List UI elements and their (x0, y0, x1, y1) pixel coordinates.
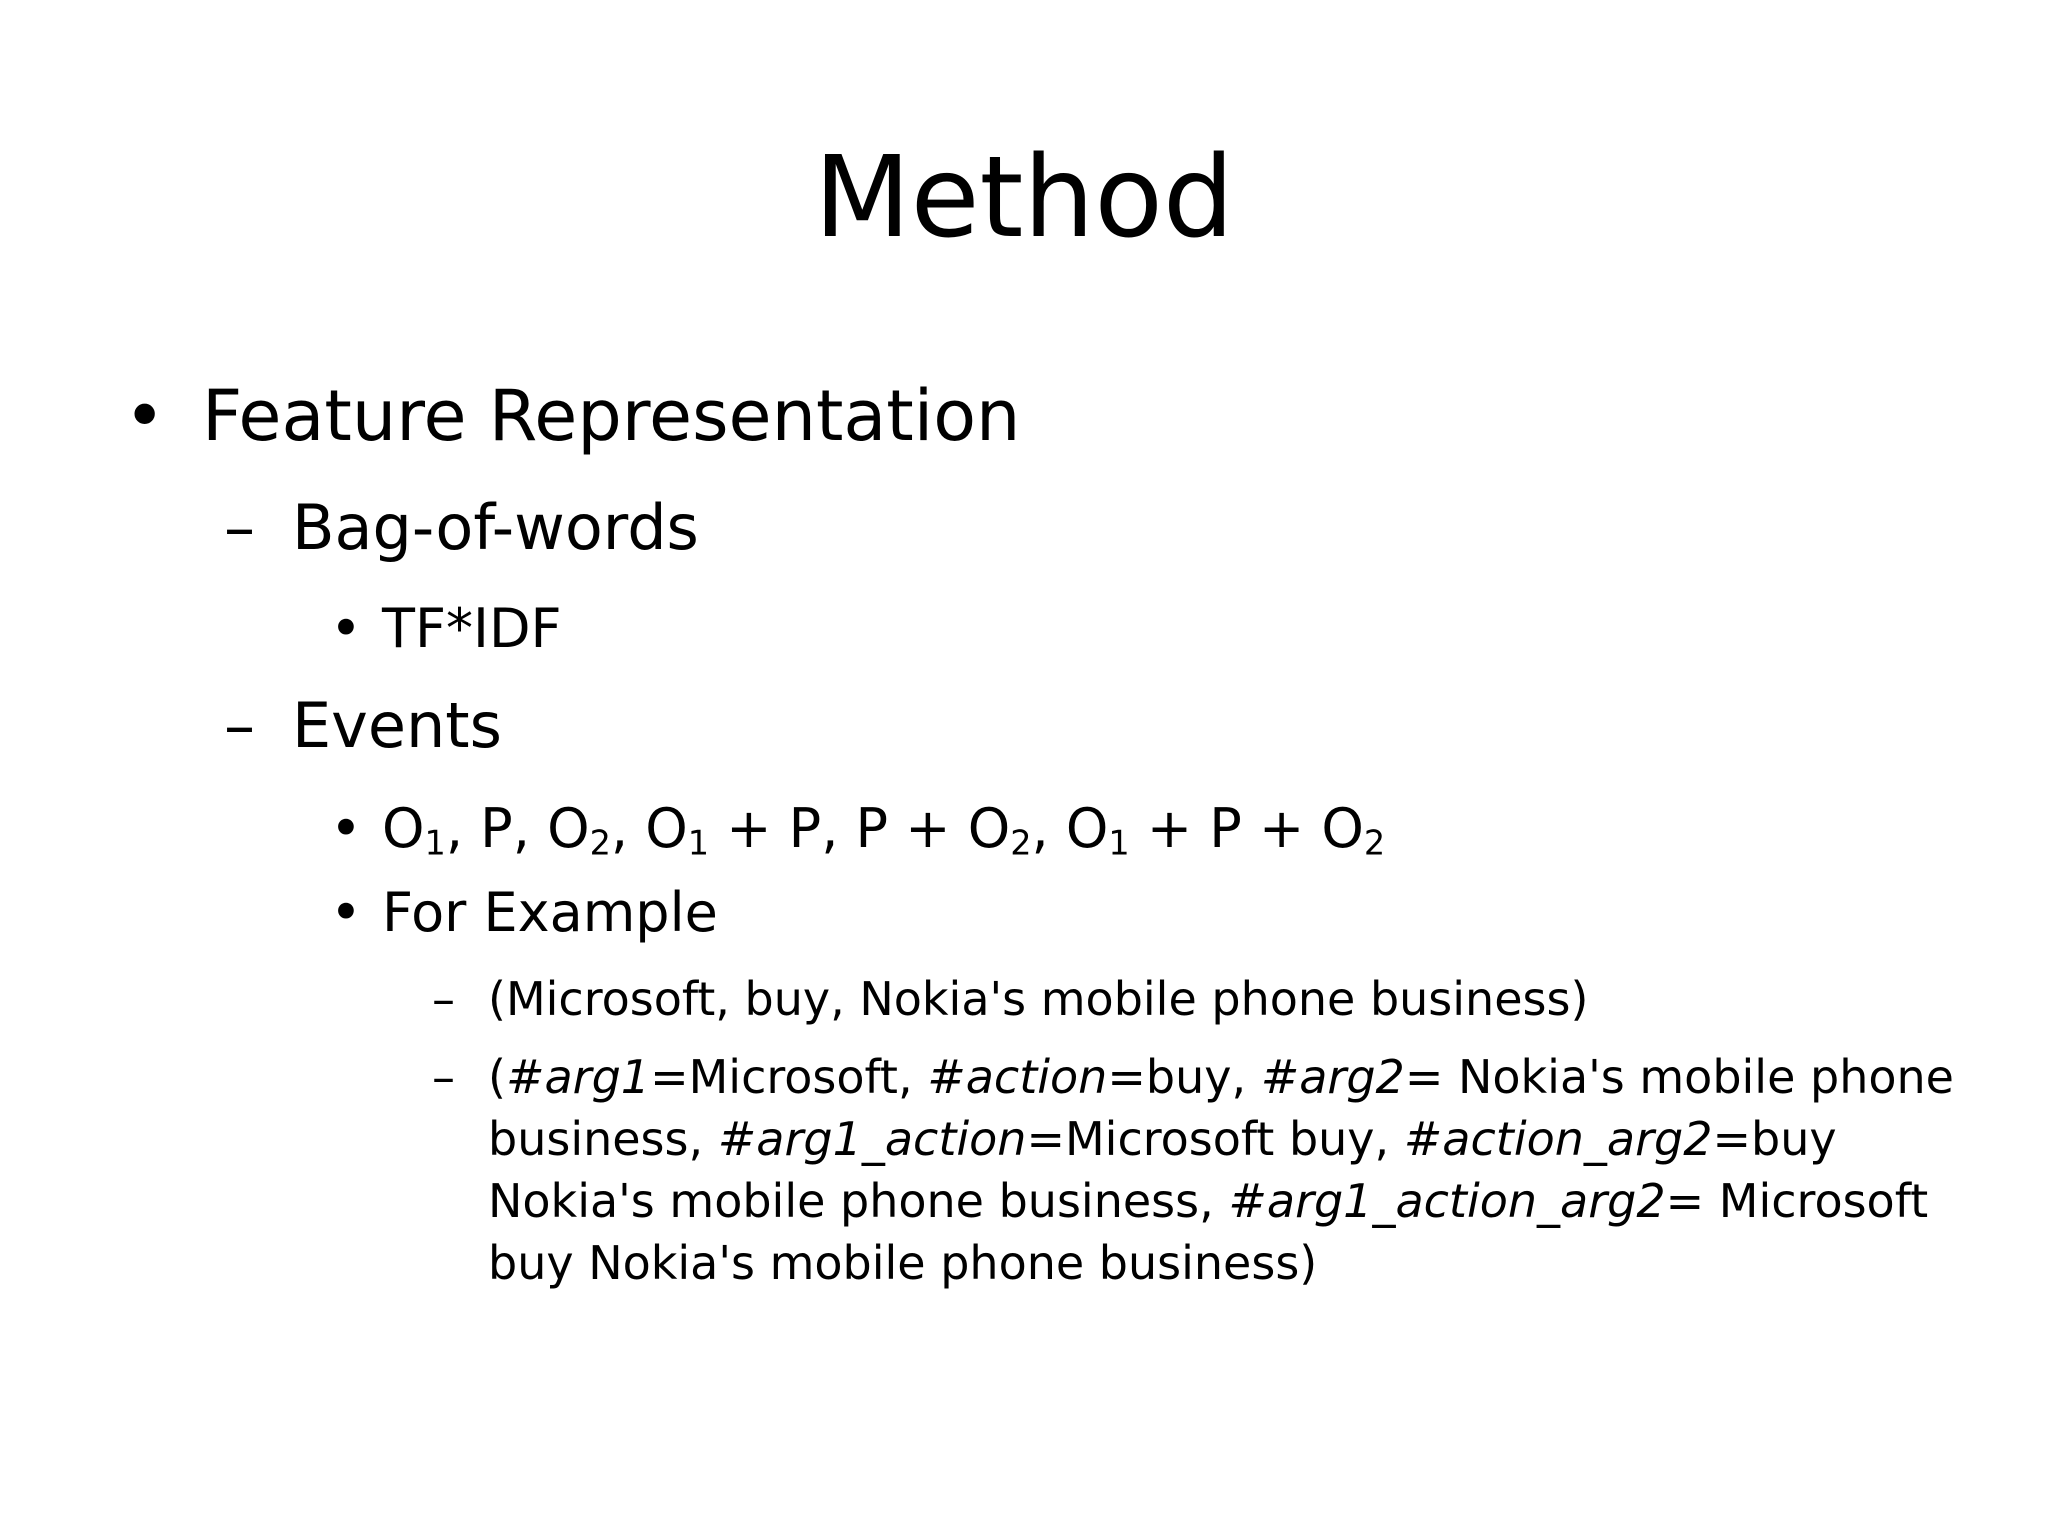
subbullet-bag-of-words: Bag-of-words (292, 491, 699, 564)
dash-icon: – (224, 491, 255, 564)
event-formula: $O_1$, P, $O_2$, $O_1 + P$, $P + O_2$, $O_1 + P + O_2$ (382, 797, 1386, 863)
dash-icon: – (432, 1050, 455, 1104)
item-for-example: For Example (382, 881, 718, 944)
bullet-feature-representation: Feature Representation (202, 375, 1021, 457)
example-tuple: (Microsoft, buy, Nokia's mobile phone business) (488, 972, 1589, 1026)
dash-icon: – (224, 689, 255, 762)
dash-icon: – (432, 972, 455, 1026)
bullet-icon: • (330, 597, 362, 660)
subbullet-events: Events (292, 689, 502, 762)
bullet-icon: • (330, 881, 362, 944)
slide-title: Method (813, 133, 1235, 263)
item-tfidf: TF*IDF (382, 597, 562, 660)
bullet-icon: • (124, 375, 166, 457)
bullet-icon: • (330, 797, 362, 860)
example-feature-list: (#arg1=Microsoft, #action=buy, #arg2= Nokia's mobile phone business, #arg1_action=Microsoft buy, #action_arg2=buy Nokia's mobile phone business, #arg1_action_arg2= Microsoft buy Nokia's mobile phone business) (488, 1050, 1954, 1290)
